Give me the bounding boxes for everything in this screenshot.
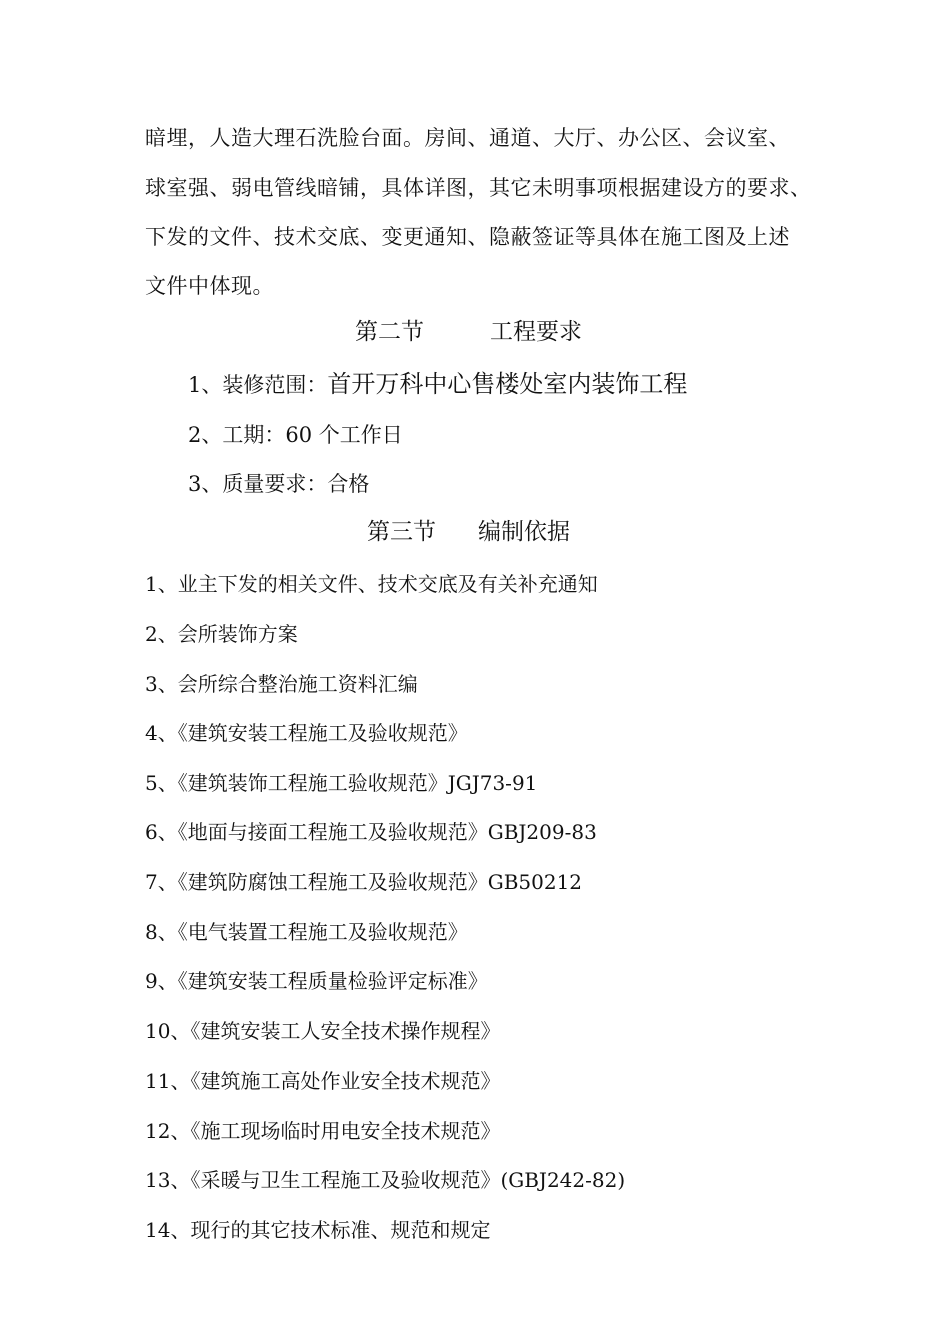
section-heading-2: [355, 317, 582, 347]
list-item: 10、《建筑安装工人安全技术操作规程》: [145, 1019, 501, 1043]
intro-line: 文件中体现。: [145, 274, 274, 298]
list-item: 12、《施工现场临时用电安全技术规范》: [145, 1119, 501, 1143]
intro-line: 球室强、弱电管线暗铺，具体详图，其它未明事项根据建设方的要求、: [145, 176, 812, 200]
requirement-value: 合格: [327, 472, 370, 496]
requirement-item: [188, 370, 687, 399]
requirement-item: [188, 470, 369, 498]
list-item: 1、业主下发的相关文件、技术交底及有关补充通知: [145, 572, 598, 596]
list-item: 3、会所综合整治施工资料汇编: [145, 672, 418, 696]
requirement-label: 3、质量要求：: [188, 472, 328, 496]
section-title: 编制依据: [478, 519, 570, 545]
list-item: 11、《建筑施工高处作业安全技术规范》: [145, 1069, 501, 1093]
requirement-item: [188, 421, 403, 449]
section-number: 第二节: [355, 319, 424, 345]
list-item: 8、《电气装置工程施工及验收规范》: [145, 920, 468, 944]
requirement-label: 2、工期：: [188, 423, 286, 447]
list-item: 5、《建筑装饰工程施工验收规范》JGJ73-91: [145, 771, 538, 795]
list-item: 6、《地面与接面工程施工及验收规范》GBJ209-83: [145, 820, 597, 844]
list-item: 14、现行的其它技术标准、规范和规定: [145, 1218, 491, 1242]
requirement-label: 1、装修范围：: [188, 373, 328, 397]
intro-line: 下发的文件、技术交底、变更通知、隐蔽签证等具体在施工图及上述: [145, 225, 790, 249]
list-item: 2、会所装饰方案: [145, 622, 298, 646]
intro-line: 暗埋，人造大理石洗脸台面。房间、通道、大厅、办公区、会议室、: [145, 126, 790, 150]
requirement-value: 60 个工作日: [285, 423, 403, 447]
list-item: 7、《建筑防腐蚀工程施工及验收规范》GB50212: [145, 870, 583, 894]
list-item: 4、《建筑安装工程施工及验收规范》: [145, 721, 468, 745]
section-number: 第三节: [367, 519, 436, 545]
requirement-value: 首开万科中心售楼处室内装饰工程: [327, 370, 688, 398]
list-item: 9、《建筑安装工程质量检验评定标准》: [145, 969, 488, 993]
section-title: 工程要求: [490, 319, 582, 345]
section-heading-3: [367, 517, 570, 547]
list-item: 13、《采暖与卫生工程施工及验收规范》(GBJ242-82): [145, 1168, 626, 1192]
